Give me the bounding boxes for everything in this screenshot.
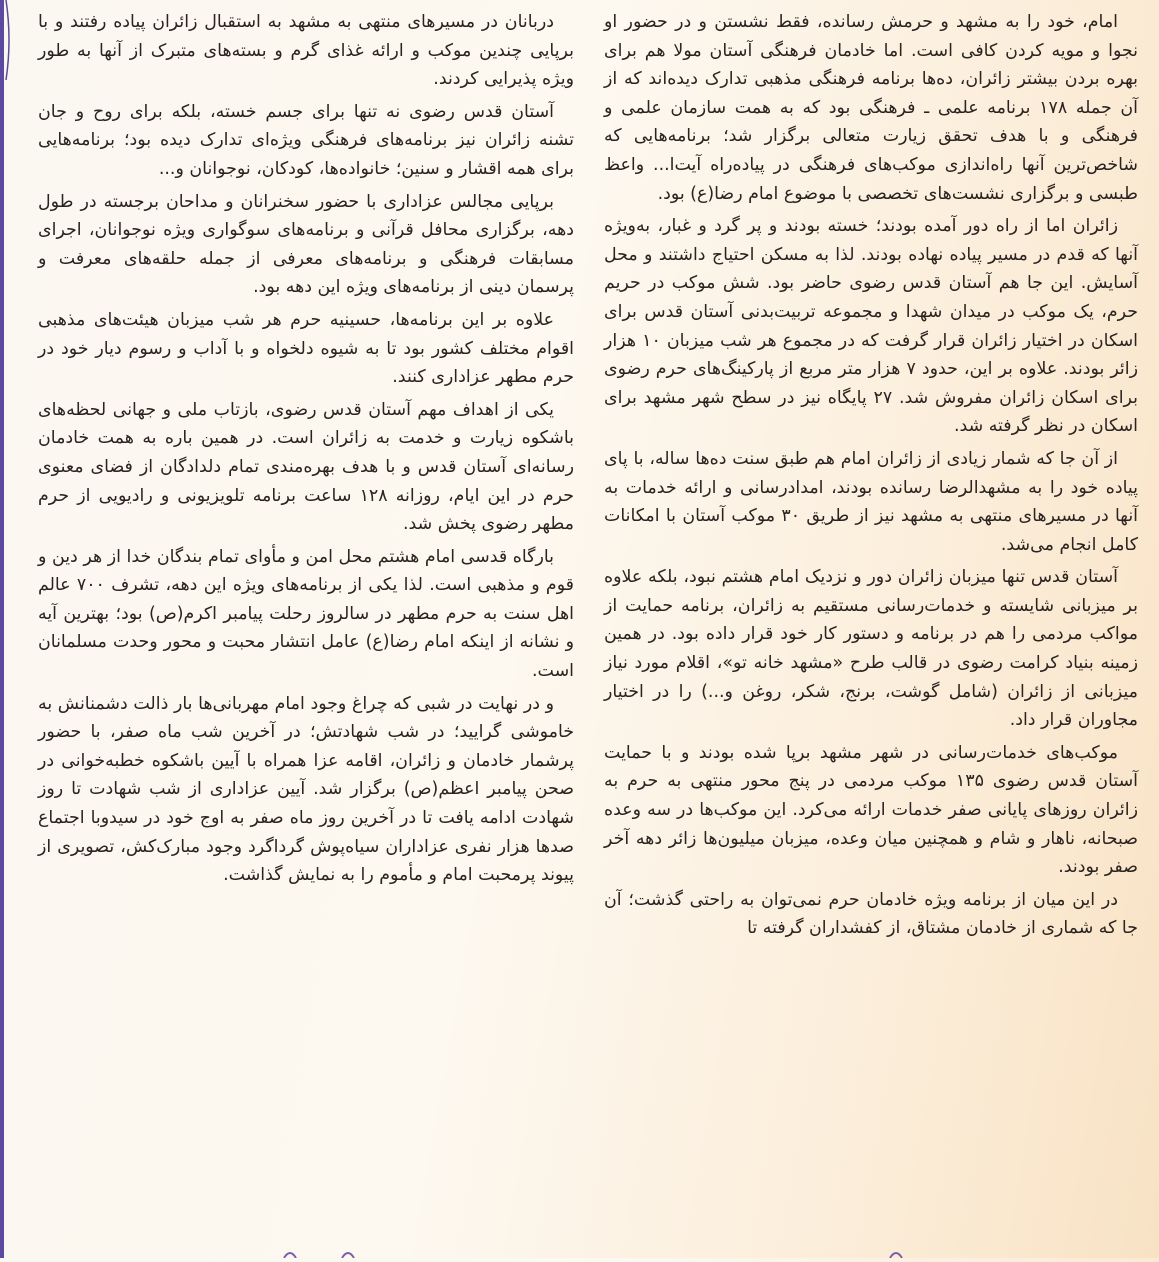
paragraph: در این میان از برنامه ویژه خادمان حرم نمی‌توان به راحتی گذشت؛ آن جا که شماری از خادمان مشتاق، از کفشداران گرفته تا [604,889,1138,939]
article-column-right [604,8,1138,947]
paragraph: از آن جا که شمار زیادی از زائران امام هم طبق سنت ده‌ها ساله، با پای پیاده خود را به مشهدالرضا رسانده بودند، امدادرسانی و ارائه خدمات به آنها در مسیرهای منتهی به مشهد نیز از طریق ۳۰ موکب آستان با امکانات کامل انجام می‌شد. [604,448,1138,555]
bottom-ornament-icon [888,1248,904,1258]
paragraph: و در نهایت در شبی که چراغ وجود امام مهربانی‌ها بار ذالت دشمنانش به خاموشی گرایید؛ در شب شهادتش؛ در آخرین شب ماه صفر، با حضور پرشمار خادمان و زائران، اقامه عزا همراه با آیین باشکوه خطبه‌خوانی در صحن پیامبر اعظم(ص) برگزار شد. آیین عزاداری از شب شهادت تا روز شهادت ادامه یافت تا در آخرین روز ماه صفر به اوج خود در سیدوبا اجتماع صدها هزار نفری عزاداران سیاه‌پوش گرداگرد وجود مبارک‌کش، تصویری از پیوند پرمحبت امام و مأموم را به نمایش گذاشت. [38,693,574,886]
paragraph: موکب‌های خدمات‌رسانی در شهر مشهد برپا شده بودند و با حمایت آستان قدس رضوی ۱۳۵ موکب مردمی در پنج محور منتهی به حرم به زائران روزهای پایانی صفر خدمات ارائه می‌کرد. این موکب‌ها در سه وعده صبحانه، ناهار و شام و همچنین میان وعده، میزبان میلیون‌ها زائر دهه آخر صفر بودند. [604,742,1138,878]
paragraph: علاوه بر این برنامه‌ها، حسینیه حرم هر شب میزبان هیئت‌های مذهبی اقوام مختلف کشور بود تا به شیوه دلخواه و با آداب و رسوم دیار خود در حرم مطهر عزاداری کنند. [38,309,574,388]
paragraph: برپایی مجالس عزاداری با حضور سخنرانان و مداحان برجسته در طول دهه، برگزاری محافل قرآنی و برنامه‌های سوگواری ویژه نوجوانان، اجرای مسابقات فرهنگی و برنامه‌های معرفی از جمله حلقه‌های معرفت و پرسمان دینی از برنامه‌های ویژه این دهه بود. [38,191,574,298]
bottom-ornament-icon [340,1248,356,1258]
bottom-ornament-icon [282,1248,298,1258]
article-column-left [38,8,574,894]
paragraph: امام، خود را به مشهد و حرمش رسانده، فقط نشستن و در حضور او نجوا و مویه کردن کافی است. اما خادمان فرهنگی آستان مولا هم برای بهره بردن بیشتر زائران، ده‌ها برنامه فرهنگی مذهبی تدارک دیده‌اند که از آن جمله ۱۷۸ برنامه علمی ـ فرهنگی بود که به همت سازمان علمی و فرهنگی و با هدف تحقق زیارت متعالی برگزار شد؛ برنامه‌هایی که شاخص‌ترین آنها راه‌اندازی موکب‌های فرهنگی در پیاده‌راه آیت‌ا... واعظ طبسی و برگزاری نشست‌های تخصصی با موضوع امام رضا(ع) بود. [604,12,1138,204]
paragraph: آستان قدس رضوی نه تنها برای جسم خسته، بلکه برای روح و جان تشنه زائران نیز برنامه‌های فرهنگی ویژه‌ای تدارک دیده بود؛ برنامه‌هایی برای همه اقشار و سنین؛ خانواده‌ها، کودکان، نوجوانان و... [38,101,574,179]
paragraph: دربانان در مسیرهای منتهی به مشهد به استقبال زائران پیاده رفتند و با برپایی چندین موکب و ارائه غذای گرم و بسته‌های متبرک از آنها به طور ویژه پذیرایی کردند. [38,12,574,90]
paragraph: بارگاه قدسی امام هشتم محل امن و مأوای تمام بندگان خدا از هر دین و قوم و مذهبی است. لذا یکی از برنامه‌های ویژه این دهه، تشرف ۷۰۰ عالم اهل سنت به حرم مطهر در سالروز رحلت پیامبر اکرم(ص) بود؛ بهترین آیه و نشانه از اینکه امام رضا(ع) عامل انتشار محبت و محور وحدت مسلمانان است. [38,546,574,682]
paragraph: یکی از اهداف مهم آستان قدس رضوی، بازتاب ملی و جهانی لحظه‌های باشکوه زیارت و خدمت به زائران است. در همین باره به همت خادمان رسانه‌ای آستان قدس و با هدف بهره‌مندی تمام دلدادگان از فضای معنوی حرم در این ایام، روزانه ۱۲۸ ساعت برنامه تلویزیونی و رادیویی از حرم مطهر رضوی پخش شد. [38,399,574,535]
paragraph: آستان قدس تنها میزبان زائران دور و نزدیک امام هشتم نبود، بلکه علاوه بر میزبانی شایسته و خدمات‌رسانی مستقیم به زائران، برنامه حمایت از مواکب مردمی را هم در برنامه و دستور کار خود قرار داده بود. در همین زمینه بنیاد کرامت رضوی در قالب طرح «مشهد خانه تو»، اقلام مورد نیاز میزبانی از زائران (شامل گوشت، برنج، شکر، روغن و...) را در اختیار مجاوران قرار داد. [604,567,1138,731]
paragraph: زائران اما از راه دور آمده بودند؛ خسته بودند و پر گرد و غبار، به‌ویژه آنها که قدم در مسیر پیاده نهاده بودند. لذا به مسکن احتیاج داشتند و محل آسایش. این جا هم آستان قدس رضوی حاضر بود. شش موکب در حریم حرم، یک موکب در میدان شهدا و مجموعه تربیت‌بدنی آستان قدس برای اسکان در اختیار زائران قرار گرفت که در مجموع هر شب میزبان ۱۰ هزار زائر بودند. علاوه بر این، حدود ۷ هزار متر مربع از پارکینگ‌های حرم رضوی برای اسکان زائران مفروش شد. ۲۷ پایگاه نیز در سطح شهر مشهد برای اسکان در نظر گرفته شد. [604,216,1138,437]
left-edge-decoration [0,0,14,1258]
